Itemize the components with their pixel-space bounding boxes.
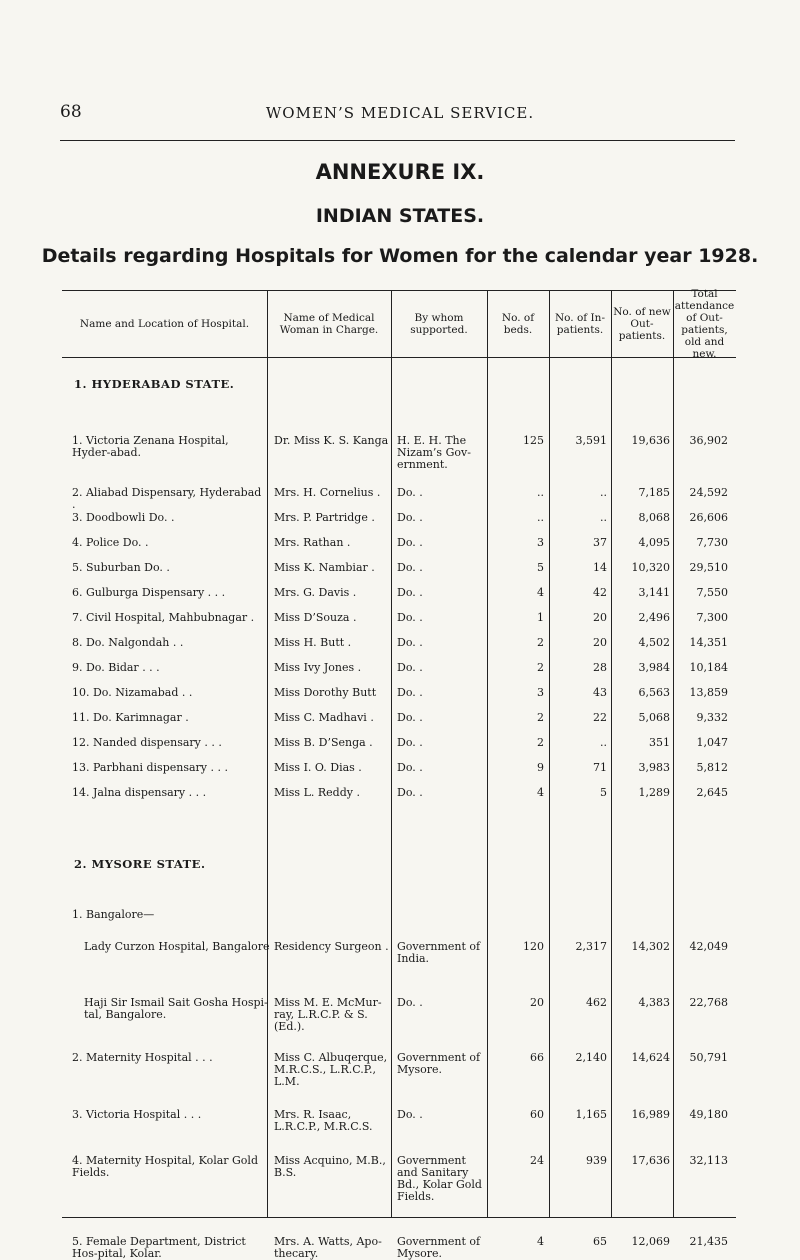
section-title: 1. HYDERABAD STATE. <box>74 377 235 391</box>
in-patients: .. <box>600 736 607 749</box>
in-patients: 20 <box>593 611 607 624</box>
supported-by: Do. . <box>397 786 423 799</box>
beds: .. <box>537 486 544 499</box>
supported-by: Government and Sanitary Bd., Kolar Gold Fields. <box>397 1154 482 1203</box>
beds: 3 <box>537 686 544 699</box>
in-patients: 462 <box>586 996 607 1009</box>
new-out-patients: 17,636 <box>631 1154 670 1167</box>
hospital-name: 10. Do. Nizamabad . . <box>72 686 193 699</box>
total-attendance: 22,768 <box>689 996 728 1009</box>
new-out-patients: 2,496 <box>638 611 670 624</box>
total-attendance: 1,047 <box>696 736 728 749</box>
new-out-patients: 1,289 <box>638 786 670 799</box>
beds: 66 <box>530 1051 544 1064</box>
medical-woman: Miss B. D’Senga . <box>274 736 373 749</box>
hospital-name: 1. Victoria Zenana Hospital, Hyder-abad. <box>72 434 229 459</box>
hospital-name: 4. Maternity Hospital, Kolar Gold Fields. <box>72 1154 258 1179</box>
in-patients: .. <box>600 511 607 524</box>
beds: 4 <box>537 586 544 599</box>
medical-woman: Miss Ivy Jones . <box>274 661 362 674</box>
medical-woman: Miss I. O. Dias . <box>274 761 362 774</box>
in-patients: 71 <box>593 761 607 774</box>
new-out-patients: 3,141 <box>638 586 670 599</box>
new-out-patients: 3,983 <box>638 761 670 774</box>
column-header: Name and Location of Hospital. <box>79 318 250 330</box>
new-out-patients: 351 <box>649 736 670 749</box>
total-attendance: 7,730 <box>696 536 728 549</box>
supported-by: Government of India. <box>397 940 481 965</box>
medical-woman: Miss M. E. McMur-ray, L.R.C.P. & S. (Ed.). <box>274 996 382 1033</box>
in-patients: 2,317 <box>575 940 607 953</box>
medical-woman: Dr. Miss K. S. Kanga <box>274 434 389 447</box>
medical-woman: Mrs. Rathan . <box>274 536 351 549</box>
table-heading: Details regarding Hospitals for Women for the calendar year 1928. <box>41 245 759 267</box>
beds: 9 <box>537 761 544 774</box>
beds: 3 <box>537 536 544 549</box>
annexure-title: ANNEXURE IX. <box>315 160 485 184</box>
hospital-name: 5. Female Department, District Hos-pital, Kolar. <box>72 1235 246 1260</box>
total-attendance: 13,859 <box>689 686 728 699</box>
medical-woman: Mrs. H. Cornelius . <box>274 486 381 499</box>
total-attendance: 42,049 <box>689 940 728 953</box>
new-out-patients: 4,095 <box>638 536 670 549</box>
medical-woman: Miss C. Madhavi . <box>274 711 374 724</box>
new-out-patients: 14,624 <box>631 1051 670 1064</box>
medical-woman: Mrs. A. Watts, Apo-thecary. <box>274 1235 382 1260</box>
hospital-name: 7. Civil Hospital, Mahbubnagar . <box>72 611 255 624</box>
in-patients: 42 <box>593 586 607 599</box>
column-header: Total attendance of Out-patients, old and new. <box>674 288 735 360</box>
supported-by: Do. . <box>397 711 423 724</box>
supported-by: Do. . <box>397 586 423 599</box>
medical-woman: Mrs. R. Isaac, L.R.C.P., M.R.C.S. <box>274 1108 373 1133</box>
beds: 1 <box>537 611 544 624</box>
beds: 60 <box>530 1108 544 1121</box>
hospital-name: 5. Suburban Do. . <box>72 561 170 574</box>
medical-woman: Miss K. Nambiar . <box>274 561 375 574</box>
new-out-patients: 12,069 <box>631 1235 670 1248</box>
beds: 125 <box>523 434 544 447</box>
beds: 4 <box>537 1235 544 1248</box>
section-title: 2. MYSORE STATE. <box>74 857 206 871</box>
new-out-patients: 4,383 <box>638 996 670 1009</box>
column-divider <box>611 291 612 1217</box>
supported-by: Do. . <box>397 636 423 649</box>
total-attendance: 29,510 <box>689 561 728 574</box>
in-patients: 5 <box>600 786 607 799</box>
beds: .. <box>537 511 544 524</box>
medical-woman: Miss Acquino, M.B., B.S. <box>274 1154 386 1179</box>
total-attendance: 2,645 <box>696 786 728 799</box>
medical-woman: Miss Dorothy Butt <box>274 686 377 699</box>
in-patients: 3,591 <box>575 434 607 447</box>
header-rule <box>60 140 735 141</box>
total-attendance: 14,351 <box>689 636 728 649</box>
in-patients: 43 <box>593 686 607 699</box>
running-title: WOMEN’S MEDICAL SERVICE. <box>265 104 535 122</box>
supported-by: Do. . <box>397 761 423 774</box>
medical-woman: Mrs. G. Davis . <box>274 586 357 599</box>
column-divider <box>487 291 488 1217</box>
hospital-name: 3. Doodbowli Do. . <box>72 511 175 524</box>
hospital-name: 11. Do. Karimnagar . <box>72 711 189 724</box>
column-divider <box>267 291 268 1217</box>
in-patients: 2,140 <box>575 1051 607 1064</box>
hospital-name: 14. Jalna dispensary . . . <box>72 786 207 799</box>
total-attendance: 49,180 <box>689 1108 728 1121</box>
column-header: By whom supported. <box>410 312 468 336</box>
supported-by: Do. . <box>397 996 423 1009</box>
supported-by: Government of Mysore. <box>397 1235 481 1260</box>
beds: 5 <box>537 561 544 574</box>
supported-by: H. E. H. The Nizam’s Gov-ernment. <box>397 434 471 471</box>
region-title: INDIAN STATES. <box>315 205 485 227</box>
column-header: No. of new Out-patients. <box>613 306 671 342</box>
total-attendance: 7,300 <box>696 611 728 624</box>
hospital-name: 2. Aliabad Dispensary, Hyderabad . <box>72 486 262 511</box>
total-attendance: 9,332 <box>696 711 728 724</box>
supported-by: Do. . <box>397 611 423 624</box>
supported-by: Do. . <box>397 1108 423 1121</box>
header-divider <box>62 357 736 358</box>
in-patients: 1,165 <box>575 1108 607 1121</box>
in-patients: 65 <box>593 1235 607 1248</box>
hospital-name: Lady Curzon Hospital, Bangalore <box>84 940 270 953</box>
in-patients: .. <box>600 486 607 499</box>
new-out-patients: 4,502 <box>638 636 670 649</box>
supported-by: Government of Mysore. <box>397 1051 481 1076</box>
beds: 2 <box>537 661 544 674</box>
page-number: 68 <box>60 102 82 122</box>
hospital-name: Haji Sir Ismail Sait Gosha Hospi-tal, Bangalore. <box>84 996 268 1021</box>
hospitals-table <box>62 288 736 1260</box>
beds: 120 <box>523 940 544 953</box>
hospital-name: 13. Parbhani dispensary . . . <box>72 761 228 774</box>
hospital-name: 8. Do. Nalgondah . . <box>72 636 184 649</box>
in-patients: 22 <box>593 711 607 724</box>
medical-woman: Miss L. Reddy . <box>274 786 360 799</box>
column-header: Name of Medical Woman in Charge. <box>279 312 379 336</box>
subheading: 1. Bangalore— <box>72 908 155 921</box>
beds: 20 <box>530 996 544 1009</box>
new-out-patients: 10,320 <box>631 561 670 574</box>
medical-woman: Mrs. P. Partridge . <box>274 511 375 524</box>
in-patients: 20 <box>593 636 607 649</box>
new-out-patients: 6,563 <box>638 686 670 699</box>
supported-by: Do. . <box>397 486 423 499</box>
total-attendance: 50,791 <box>689 1051 728 1064</box>
total-attendance: 36,902 <box>689 434 728 447</box>
total-attendance: 5,812 <box>696 761 728 774</box>
hospital-name: 3. Victoria Hospital . . . <box>72 1108 202 1121</box>
in-patients: 14 <box>593 561 607 574</box>
total-attendance: 24,592 <box>689 486 728 499</box>
in-patients: 37 <box>593 536 607 549</box>
medical-woman: Residency Surgeon . <box>274 940 389 953</box>
beds: 2 <box>537 736 544 749</box>
new-out-patients: 8,068 <box>638 511 670 524</box>
in-patients: 939 <box>586 1154 607 1167</box>
beds: 4 <box>537 786 544 799</box>
new-out-patients: 19,636 <box>631 434 670 447</box>
new-out-patients: 5,068 <box>638 711 670 724</box>
medical-woman: Miss H. Butt . <box>274 636 352 649</box>
total-attendance: 7,550 <box>696 586 728 599</box>
new-out-patients: 7,185 <box>638 486 670 499</box>
hospital-name: 9. Do. Bidar . . . <box>72 661 160 674</box>
column-header: No. of In-patients. <box>554 312 605 336</box>
medical-woman: Miss D’Souza . <box>274 611 357 624</box>
column-divider <box>673 291 674 1217</box>
in-patients: 28 <box>593 661 607 674</box>
beds: 2 <box>537 711 544 724</box>
hospital-name: 12. Nanded dispensary . . . <box>72 736 222 749</box>
column-divider <box>549 291 550 1217</box>
new-out-patients: 14,302 <box>631 940 670 953</box>
supported-by: Do. . <box>397 661 423 674</box>
supported-by: Do. . <box>397 736 423 749</box>
beds: 2 <box>537 636 544 649</box>
total-attendance: 26,606 <box>689 511 728 524</box>
new-out-patients: 3,984 <box>638 661 670 674</box>
hospital-name: 4. Police Do. . <box>72 536 149 549</box>
new-out-patients: 16,989 <box>631 1108 670 1121</box>
beds: 24 <box>530 1154 544 1167</box>
supported-by: Do. . <box>397 561 423 574</box>
supported-by: Do. . <box>397 686 423 699</box>
hospital-name: 2. Maternity Hospital . . . <box>72 1051 213 1064</box>
medical-woman: Miss C. Albuqerque, M.R.C.S., L.R.C.P., L.M. <box>274 1051 388 1088</box>
total-attendance: 10,184 <box>689 661 728 674</box>
page-header <box>60 102 740 126</box>
hospital-name: 6. Gulburga Dispensary . . . <box>72 586 226 599</box>
supported-by: Do. . <box>397 536 423 549</box>
column-header: No. of beds. <box>501 312 535 336</box>
total-attendance: 21,435 <box>689 1235 728 1248</box>
total-attendance: 32,113 <box>689 1154 728 1167</box>
supported-by: Do. . <box>397 511 423 524</box>
